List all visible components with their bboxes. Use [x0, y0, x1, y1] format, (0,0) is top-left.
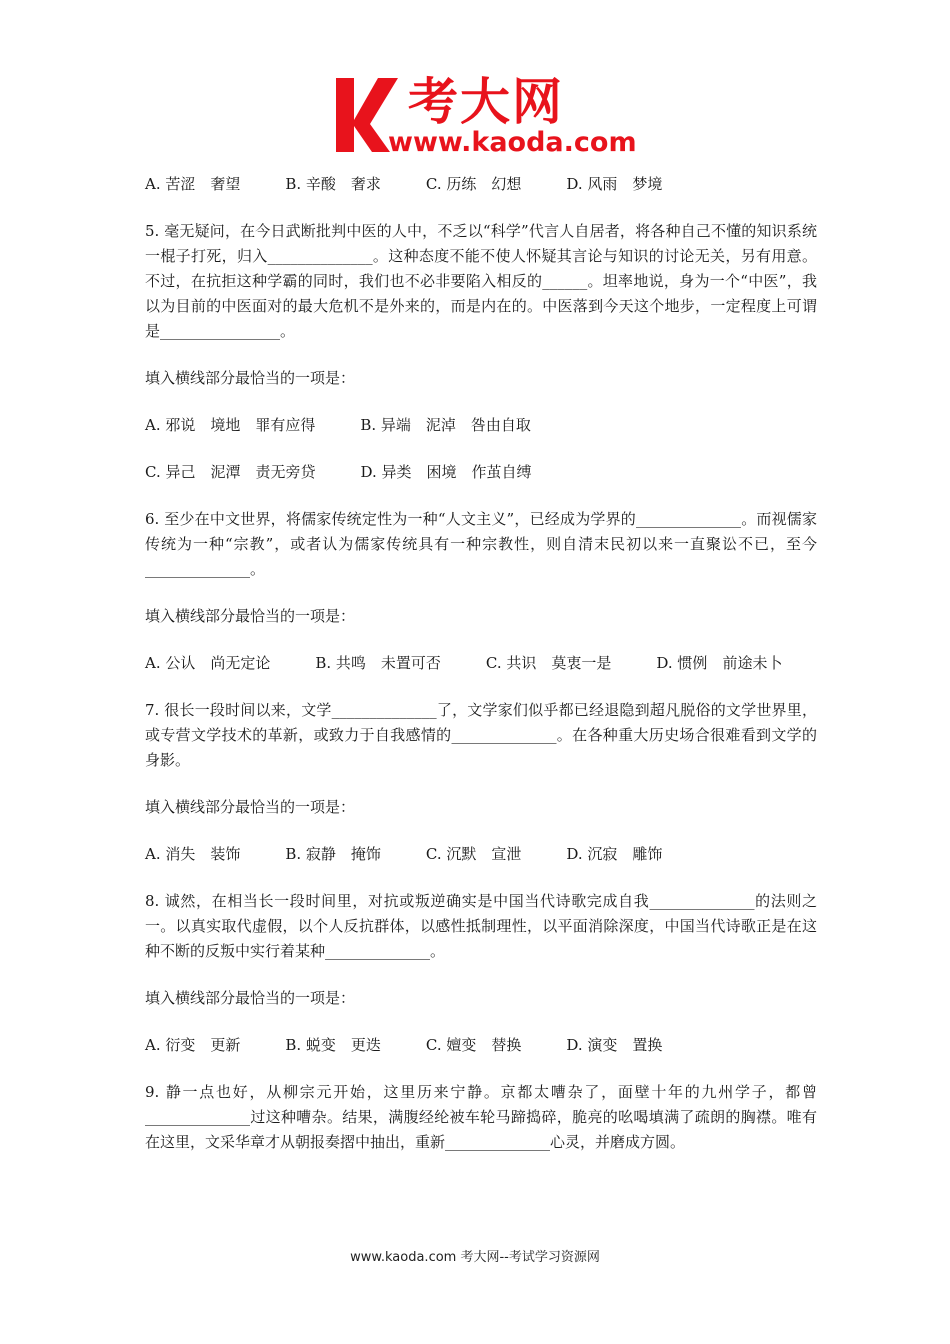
logo-url: www.kaoda.com: [388, 127, 637, 158]
page-footer: www.kaoda.com 考大网--考试学习资源网: [350, 1250, 600, 1265]
q5-options-row-2: C. 异己 泥潭 责无旁贷 D. 异类 困境 作茧自缚: [145, 463, 532, 481]
q6-stem: 6. 至少在中文世界，将儒家传统定性为一种“人文主义”，已经成为学界的______________。而视儒家传统为一种“宗教”，或者认为儒家传统具有一种宗教性，则自清末民初以来一直聚讼不已，至今______________。: [145, 510, 817, 578]
q5-stem: 5. 毫无疑问，在今日武断批判中医的人中，不乏以“科学”代言人自居者，将各种自己不懂的知识系统一棍子打死，归入______________。这种态度不能不使人怀疑其言论与知识的讨论无关，另有用意。不过，在抗拒这种学霸的同时，我们也不必非要陷入相反的______。坦率地说，身为一个“中医”，我以为目前的中医面对的最大危机不是外来的，而是内在的。中医落到今天这个地步，一定程度上可谓是________________。: [145, 222, 817, 340]
q6-prompt: 填入横线部分最恰当的一项是：: [145, 607, 356, 625]
q7-prompt: 填入横线部分最恰当的一项是：: [145, 798, 356, 816]
q5-options-row-1: A. 邪说 境地 罪有应得 B. 异端 泥淖 咎由自取: [145, 416, 531, 434]
q8-options: A. 衍变 更新 B. 蜕变 更迭 C. 嬗变 替换 D. 演变 置换: [145, 1036, 663, 1054]
q4-options: A. 苦涩 奢望 B. 辛酸 奢求 C. 历练 幻想 D. 风雨 梦境: [145, 175, 663, 193]
kaoda-logo: [332, 72, 662, 162]
q8-prompt: 填入横线部分最恰当的一项是：: [145, 989, 356, 1007]
q5-prompt: 填入横线部分最恰当的一项是：: [145, 369, 356, 387]
q8-stem: 8. 诚然，在相当长一段时间里，对抗或叛逆确实是中国当代诗歌完成自我______________的法则之一。以真实取代虚假，以个人反抗群体，以感性抵制理性，以平面消除深度，中国当代诗歌正是在这种不断的反叛中实行着某种______________。: [145, 892, 817, 960]
q6-options: A. 公认 尚无定论 B. 共鸣 未置可否 C. 共识 莫衷一是 D. 惯例 前途未卜: [145, 654, 783, 672]
q9-stem: 9. 静一点也好，从柳宗元开始，这里历来宁静。京都太嘈杂了，面壁十年的九州学子，都曾______________过这种嘈杂。结果，满腹经纶被车轮马蹄捣碎，脆亮的吆喝填满了疏朗的胸襟。唯有在这里，文采华章才从朝报奏摺中抽出，重新______________心灵，并磨成方圆。: [145, 1083, 817, 1151]
logo-brand-name: 考大网: [408, 73, 564, 131]
q7-stem: 7. 很长一段时间以来，文学______________了，文学家们似乎都已经退隐到超凡脱俗的文学世界里，或专营文学技术的革新，或致力于自我感情的______________。在各种重大历史场合很难看到文学的身影。: [145, 701, 817, 769]
q7-options: A. 消失 装饰 B. 寂静 掩饰 C. 沉默 宣泄 D. 沉寂 雕饰: [145, 845, 663, 863]
document-body: [145, 172, 817, 1177]
